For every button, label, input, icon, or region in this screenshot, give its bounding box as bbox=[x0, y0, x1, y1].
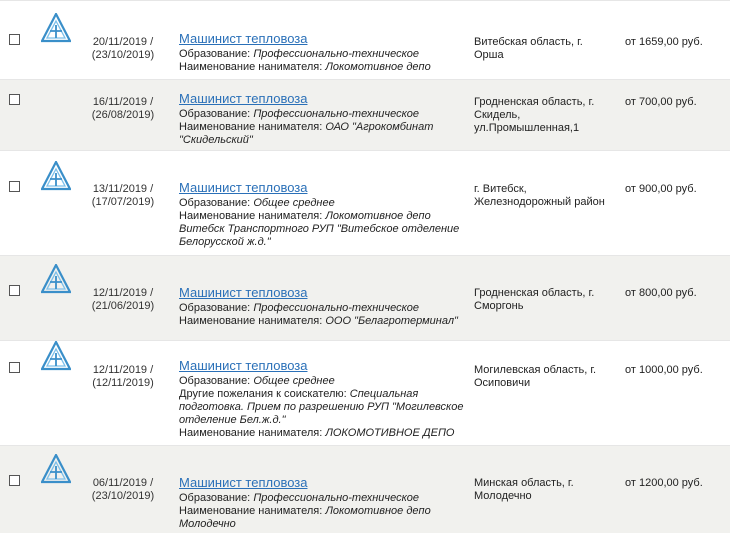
salary: от 1659,00 руб. bbox=[625, 36, 703, 48]
employer-line: Наименование нанимателя: ООО "Белагротерминал" bbox=[179, 315, 458, 327]
vacancy-info bbox=[179, 91, 464, 147]
publication-date: 06/11/2019 / (23/10/2019) bbox=[91, 477, 155, 502]
location: Гродненская область, г. Скидель, ул.Промышленная,1 bbox=[474, 96, 595, 134]
salary: от 1000,00 руб. bbox=[625, 364, 703, 376]
education-line: Образование: Общее среднее bbox=[179, 197, 335, 209]
location: Гродненская область, г. Сморгонь bbox=[474, 287, 595, 312]
vacancy-title-link[interactable]: Машинист тепловоза bbox=[179, 91, 308, 106]
publication-date: 20/11/2019 / (23/10/2019) bbox=[91, 36, 155, 61]
vacancy-info bbox=[179, 285, 464, 328]
employer-logo-icon bbox=[41, 13, 71, 43]
education-line: Образование: Профессионально-техническое bbox=[179, 492, 420, 504]
vacancy-row bbox=[0, 150, 730, 255]
location: Могилевская область, г. Осиповичи bbox=[474, 364, 597, 389]
education-line: Образование: Профессионально-техническое bbox=[179, 302, 420, 314]
vacancy-title-link[interactable]: Машинист тепловоза bbox=[179, 31, 308, 46]
select-checkbox[interactable] bbox=[9, 285, 20, 296]
employer-line: Наименование нанимателя: ЛОКОМОТИВНОЕ ДЕПО bbox=[179, 427, 455, 439]
location: г. Витебск, Железнодорожный район bbox=[474, 183, 605, 208]
vacancy-title-link[interactable]: Машинист тепловоза bbox=[179, 358, 308, 373]
location: Минская область, г. Молодечно bbox=[474, 477, 574, 502]
vacancy-row bbox=[0, 445, 730, 533]
employer-line: Наименование нанимателя: Локомотивное депо Молодечно bbox=[179, 505, 431, 530]
vacancy-row bbox=[0, 340, 730, 445]
salary: от 1200,00 руб. bbox=[625, 477, 703, 489]
employer-logo-icon bbox=[41, 161, 71, 191]
employer-line: Наименование нанимателя: Локомотивное депо Витебск Транспортного РУП "Витебское отделение Белорусской ж.д." bbox=[179, 210, 460, 248]
education-line: Образование: Профессионально-техническое bbox=[179, 108, 420, 120]
vacancy-title-link[interactable]: Машинист тепловоза bbox=[179, 180, 308, 195]
select-checkbox[interactable] bbox=[9, 362, 20, 373]
education-line: Образование: Профессионально-техническое bbox=[179, 48, 420, 60]
vacancy-info bbox=[179, 475, 464, 531]
vacancy-info bbox=[179, 180, 464, 249]
employer-line: Наименование нанимателя: Локомотивное депо bbox=[179, 61, 431, 73]
salary: от 700,00 руб. bbox=[625, 96, 697, 108]
select-checkbox[interactable] bbox=[9, 94, 20, 105]
vacancy-title-link[interactable]: Машинист тепловоза bbox=[179, 475, 308, 490]
salary: от 800,00 руб. bbox=[625, 287, 697, 299]
publication-date: 16/11/2019 / (26/08/2019) bbox=[91, 96, 155, 121]
vacancy-title-link[interactable]: Машинист тепловоза bbox=[179, 285, 308, 300]
publication-date: 13/11/2019 / (17/07/2019) bbox=[91, 183, 155, 208]
vacancy-info bbox=[179, 358, 464, 440]
vacancy-row bbox=[0, 79, 730, 150]
vacancy-info bbox=[179, 31, 464, 74]
employer-line: Наименование нанимателя: ОАО "Агрокомбинат "Скидельский" bbox=[179, 121, 434, 146]
employer-logo-icon bbox=[41, 264, 71, 294]
vacancy-row bbox=[0, 0, 730, 79]
select-checkbox[interactable] bbox=[9, 34, 20, 45]
education-line: Образование: Общее среднее bbox=[179, 375, 335, 387]
vacancy-row bbox=[0, 255, 730, 340]
employer-logo-icon bbox=[41, 454, 71, 484]
salary: от 900,00 руб. bbox=[625, 183, 697, 195]
select-checkbox[interactable] bbox=[9, 181, 20, 192]
location: Витебская область, г. Орша bbox=[474, 36, 583, 61]
employer-logo-icon bbox=[41, 341, 71, 371]
select-checkbox[interactable] bbox=[9, 475, 20, 486]
publication-date: 12/11/2019 / (21/06/2019) bbox=[91, 287, 155, 312]
requirements-line: Другие пожелания к соискателю: Специальная подготовка. Прием по разрешению РУП "Могилевское отделение Бел.ж.д." bbox=[179, 388, 464, 426]
publication-date: 12/11/2019 / (12/11/2019) bbox=[92, 364, 154, 389]
